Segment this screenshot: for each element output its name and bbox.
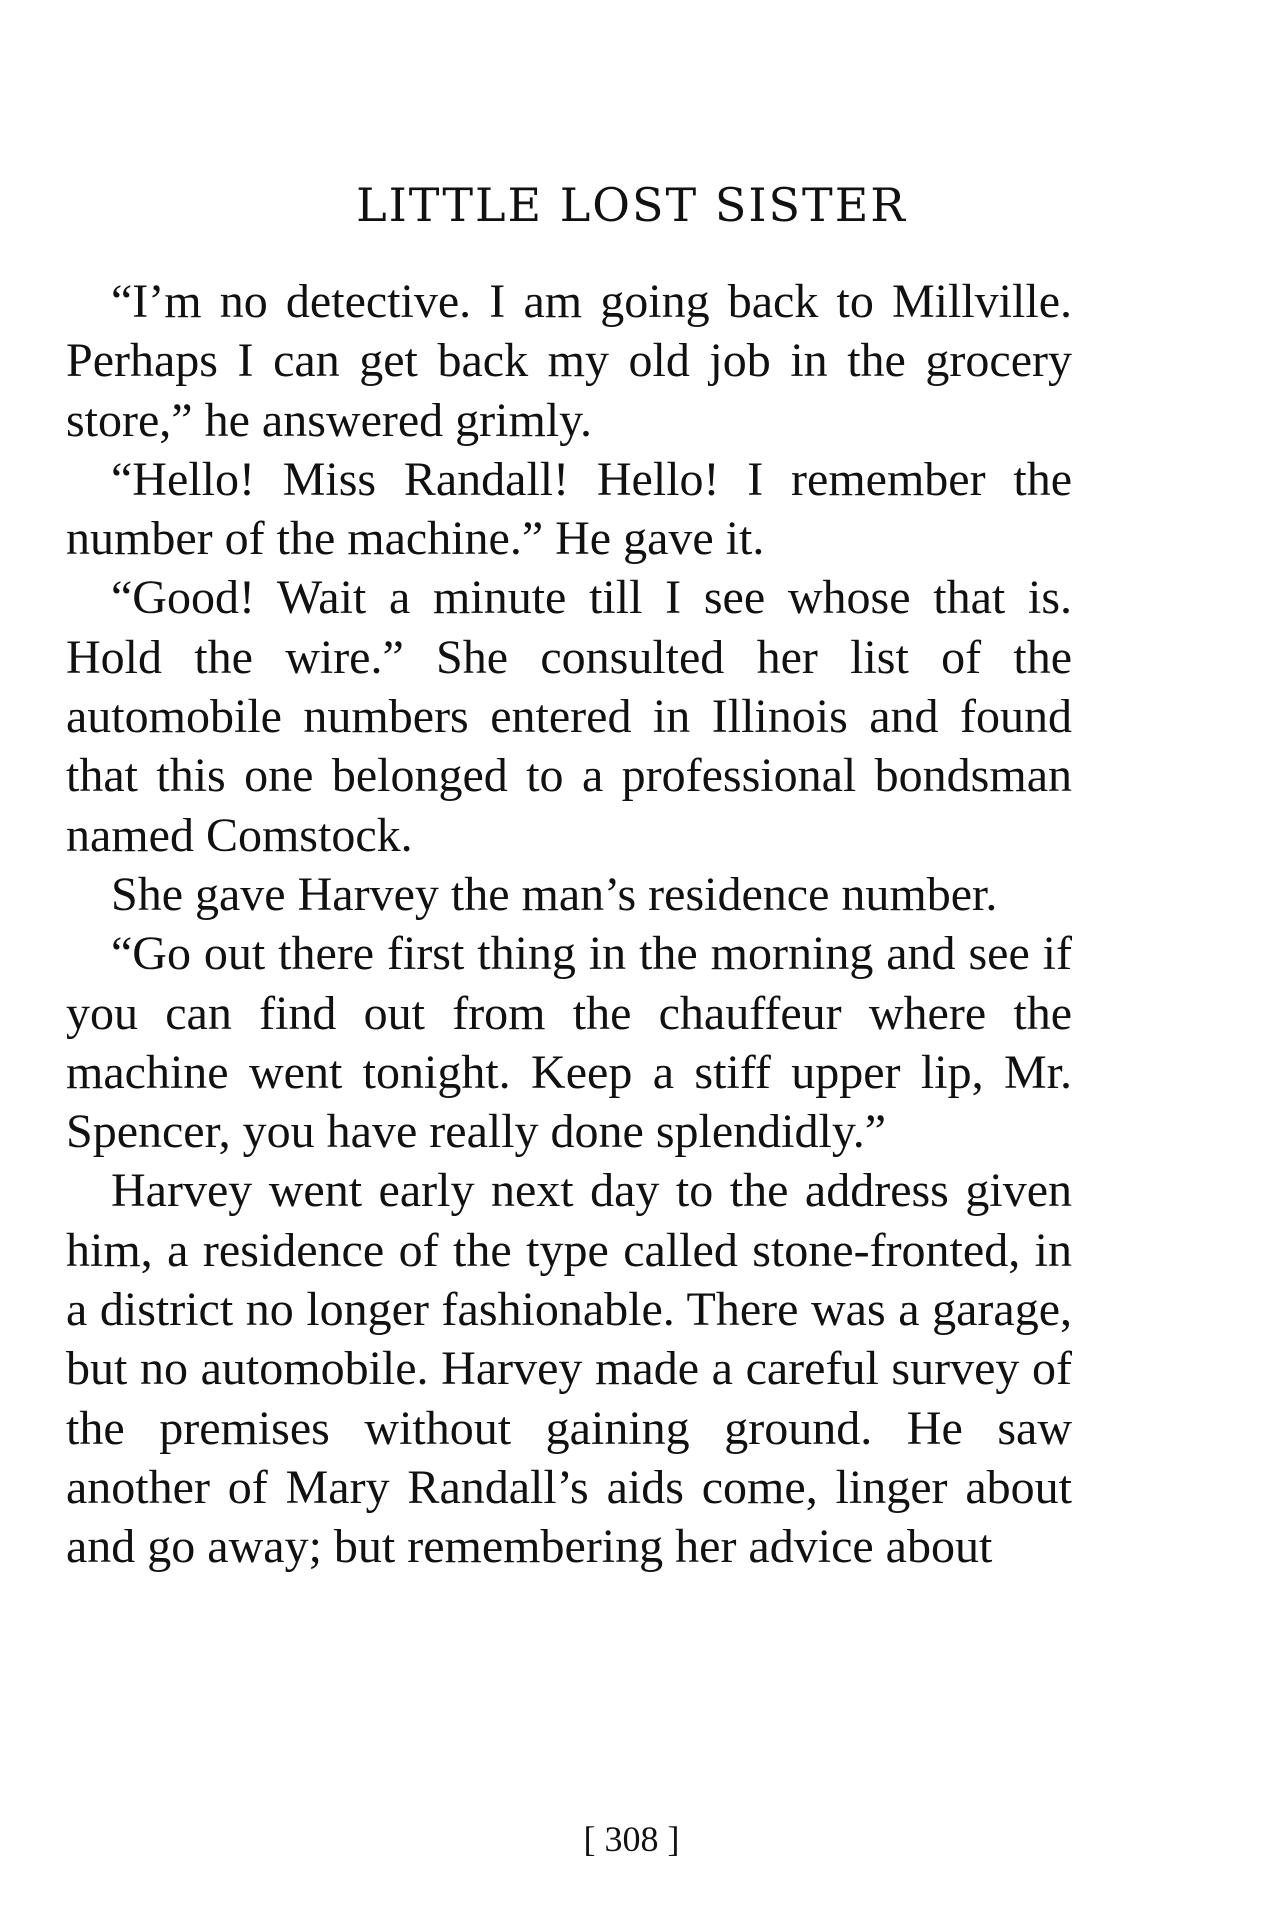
body-text [66,272,1072,1577]
paragraph: “I’m no detective. I am going back to Millville. Perhaps I can get back my old job in the grocery store,” he answered grimly. [66,275,1072,447]
page-number: [ 308 ] [583,1819,680,1859]
paragraph: She gave Harvey the man’s residence number. [111,867,998,921]
paragraph: “Good! Wait a minute till I see whose that is. Hold the wire.” She consulted her list of the automobile numbers entered in Illinois and found that this one belonged to a professional bondsman named Comstock. [66,571,1072,862]
paragraph: Harvey went early next day to the address given him, a residence of the type called stone-fronted, in a district no longer fashionable. There was a garage, but no automobile. Harvey made a careful survey of the premises without gaining ground. He saw another of Mary Randall’s aids come, linger about and go away; but remembering her advice about [66,1164,1072,1574]
paragraph: “Hello! Miss Randall! Hello! I remember the number of the machine.” He gave it. [66,452,1072,566]
paragraph: “Go out there first thing in the morning and see if you can find out from the chauffeur where the machine went tonight. Keep a stiff upper lip, Mr. Spencer, you have really done splendidly.” [66,927,1072,1159]
running-head: LITTLE LOST SISTER [356,178,907,232]
